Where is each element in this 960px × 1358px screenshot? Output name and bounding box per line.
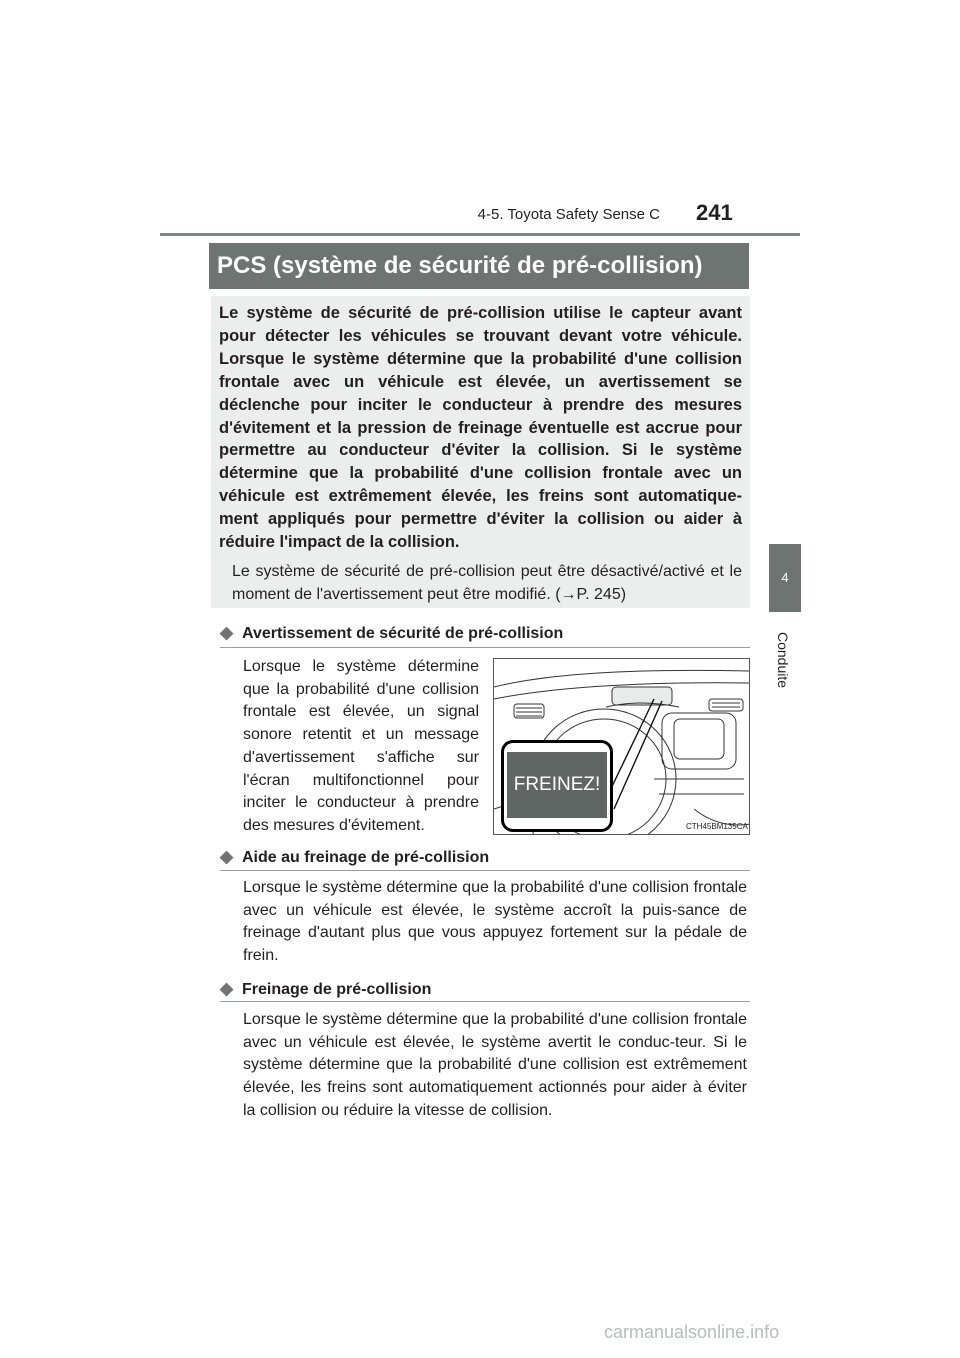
header-divider [160, 233, 800, 236]
header-section-title: 4-5. Toyota Safety Sense C [477, 206, 660, 223]
section-divider [220, 870, 750, 871]
illustration-code: CTH45BM135CA [686, 822, 748, 831]
page-number: 241 [696, 200, 733, 225]
intro-text: Le système de sécurité de pré-collision utilise le capteur avant pour détecter les véhicules se trouvant devant votre véhicule. Lorsque le système détermine que la probabilité d'une collision frontale avec un véhicule est élevée, un avertissement se déclenche pour inciter le conducteur à prendre des mesures d'évitement et la pression de freinage éventuelle est accrue pour permettre au conducteur d'éviter la collision. Si le système détermine que la probabilité d'une collision frontale avec un véhicule est extrêmement élevée, les freins sont automatique-ment appliqués pour permettre d'éviter la collision ou aider à réduire l'impact de la collision. [219, 304, 742, 552]
section-divider [220, 1001, 750, 1002]
section-body-brake-assist: Lorsque le système détermine que la probabilité d'une collision frontale avec un véhicule est élevée, le système accroît la puis-sance de freinage d'autant plus que vous appuyez fortement sur la pédale de frein. [243, 879, 747, 965]
chapter-tab-label: Conduite [775, 631, 791, 689]
warning-message-display: FREINEZ! [507, 752, 607, 818]
section-divider [220, 647, 750, 648]
section-heading-brake-assist [220, 847, 750, 867]
section-heading-braking [220, 979, 750, 999]
page-title: PCS (système de sécurité de pré-collision) [209, 243, 749, 289]
section-heading-label: Aide au freinage de pré-collision [242, 849, 490, 866]
diamond-icon: ◆ [220, 847, 234, 866]
diamond-icon: ◆ [220, 979, 234, 998]
section-body-braking: Lorsque le système détermine que la probabilité d'une collision frontale avec un véhicule est élevée, le système avertit le conduc-teur. Si le système détermine que la probabilité d'une collision est extrêmement élevée, les freins sont automatiquement actionnés pour aider à éviter la collision ou réduire la vitesse de collision. [243, 1011, 747, 1119]
diamond-icon: ◆ [220, 623, 234, 642]
section-heading-label: Freinage de pré-collision [242, 981, 432, 998]
section-body-warning: Lorsque le système détermine que la probabilité d'une collision frontale est élevée, un signal sonore retentit et un message d'avertissement s'affiche sur l'écran multifonctionnel pour inciter le conducteur à prendre des mesures d'évitement. [243, 658, 479, 834]
intro-box [211, 296, 750, 608]
chapter-tab-number: 4 [781, 570, 789, 585]
section-heading-label: Avertissement de sécurité de pré-collision [242, 625, 564, 642]
watermark: carmanualsonline.info [604, 1322, 780, 1342]
section-heading-warning [220, 623, 750, 643]
intro-note: Le système de sécurité de pré-collision peut être désactivé/activé et le moment de l'avertissement peut être modifié. (→P. 245) [232, 562, 742, 604]
